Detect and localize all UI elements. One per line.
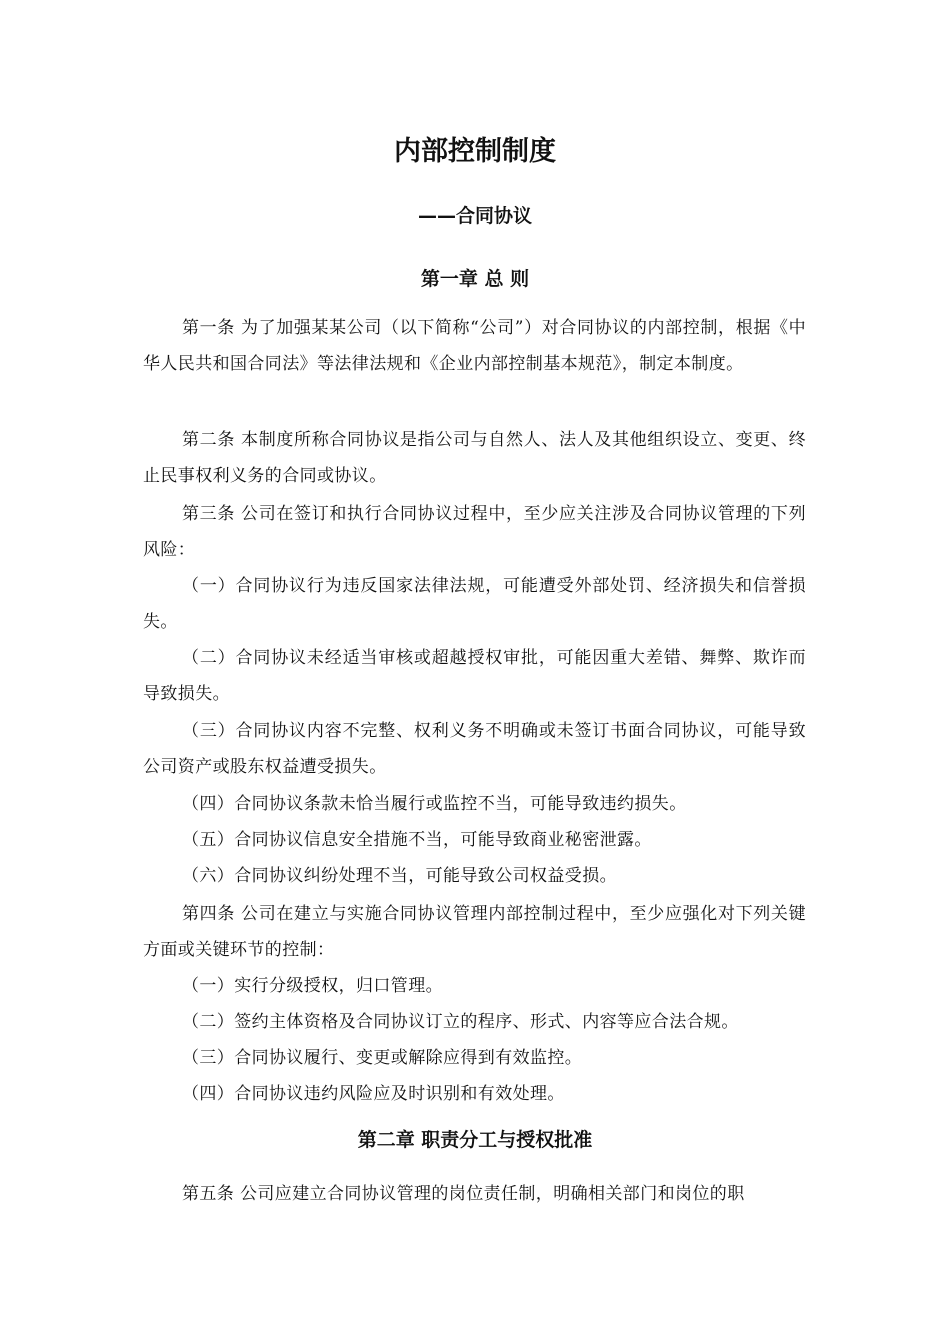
article-4-item-4: （四）合同协议违约风险应及时识别和有效处理。 (182, 1084, 565, 1104)
document-subtitle: ——合同协议 (417, 205, 532, 227)
article-3-item-3: （三）合同协议内容不完整、权利义务不明确或未签订书面合同协议，可能导致公司资产或股东权益遭受损失。 (143, 721, 806, 777)
chapter-2-heading: 第二章 职责分工与授权批准 (357, 1129, 593, 1151)
chapter-1-heading: 第一章 总 则 (420, 268, 530, 290)
article-3-item-5: （五）合同协议信息安全措施不当，可能导致商业秘密泄露。 (182, 830, 652, 850)
article-2-paragraph: 第二条 本制度所称合同协议是指公司与自然人、法人及其他组织设立、变更、终止民事权利义务的合同或协议。 (143, 430, 806, 486)
article-3-item-6: （六）合同协议纠纷处理不当，可能导致公司权益受损。 (182, 866, 617, 886)
article-4-item-2: （二）签约主体资格及合同协议订立的程序、形式、内容等应合法合规。 (182, 1012, 739, 1032)
article-4-item-3: （三）合同协议履行、变更或解除应得到有效监控。 (182, 1048, 583, 1068)
article-5-paragraph: 第五条 公司应建立合同协议管理的岗位责任制，明确相关部门和岗位的职 (182, 1184, 745, 1204)
article-3-paragraph: 第三条 公司在签订和执行合同协议过程中，至少应关注涉及合同协议管理的下列风险： (143, 504, 806, 560)
article-3-item-2: （二）合同协议未经适当审核或超越授权审批，可能因重大差错、舞弊、欺诈而导致损失。 (143, 648, 806, 704)
document-title: 内部控制制度 (394, 136, 556, 167)
article-3-item-1: （一）合同协议行为违反国家法律法规，可能遭受外部处罚、经济损失和信誉损失。 (143, 576, 806, 632)
article-1-paragraph: 第一条 为了加强某某公司（以下简称“公司”）对合同协议的内部控制，根据《中华人民共和国合同法》等法律法规和《企业内部控制基本规范》，制定本制度。 (143, 318, 806, 374)
article-3-item-4: （四）合同协议条款未恰当履行或监控不当，可能导致违约损失。 (182, 794, 687, 814)
article-4-paragraph: 第四条 公司在建立与实施合同协议管理内部控制过程中，至少应强化对下列关键方面或关键环节的控制： (143, 904, 806, 960)
article-4-item-1: （一）实行分级授权，归口管理。 (182, 976, 443, 996)
